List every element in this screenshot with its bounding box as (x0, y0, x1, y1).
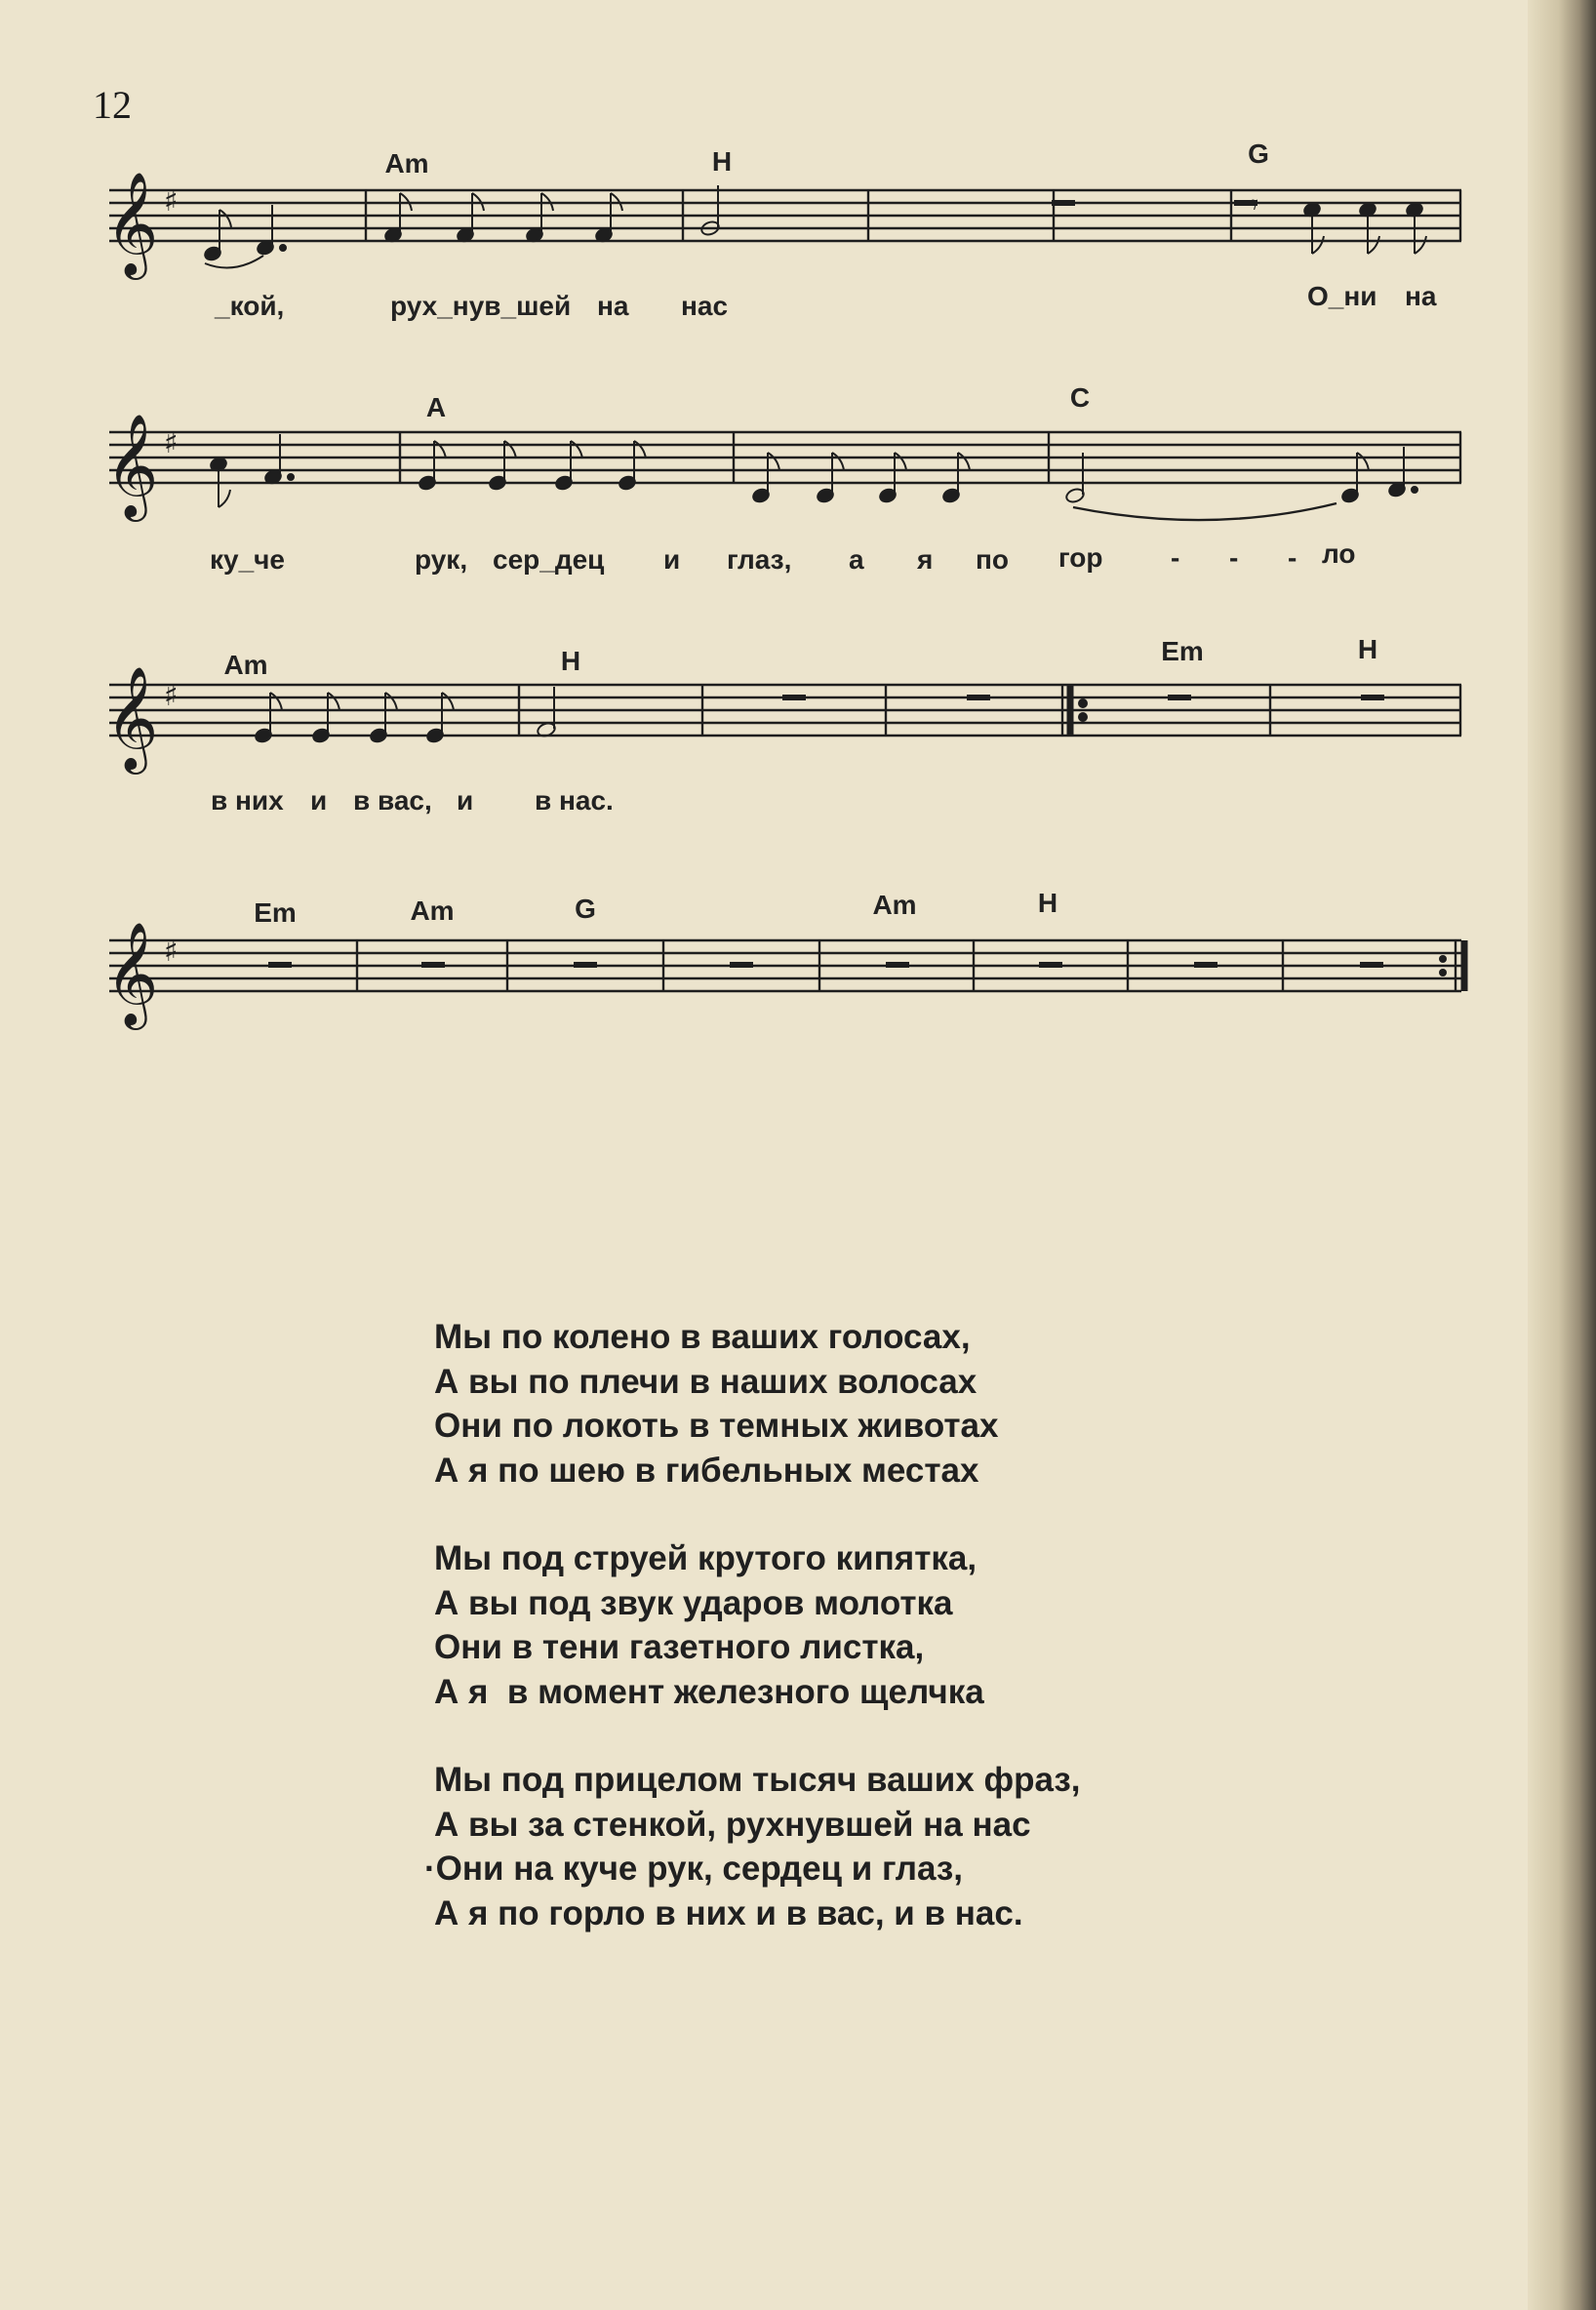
chord-symbol: Em (254, 897, 297, 928)
lyric-syllable: в них (211, 785, 284, 816)
verse-line: А я в момент железного щелчка (434, 1672, 984, 1711)
repeat-dot (1439, 955, 1447, 963)
chord-symbol: H (711, 146, 733, 177)
lyric-syllable: и (663, 544, 681, 575)
lyric-syllable: гор (1058, 542, 1103, 573)
sharp-icon: ♯ (164, 184, 179, 219)
whole-rest (268, 962, 292, 968)
music-system-4 (98, 878, 1463, 1122)
lyric-syllable: по (976, 544, 1010, 575)
chord-symbol: Am (223, 650, 268, 680)
page-edge-shadow (1528, 0, 1596, 2310)
lyric-syllable: - (1171, 542, 1180, 573)
lyric-syllable: рух_нув_шей (390, 291, 572, 321)
chord-symbol: Em (1161, 636, 1204, 666)
chord-symbol: G (1248, 139, 1269, 169)
repeat-dot (1079, 699, 1087, 707)
whole-rest (886, 962, 909, 968)
sharp-icon: ♯ (164, 935, 179, 969)
whole-rest (1052, 200, 1075, 206)
lyric-syllable: я (917, 544, 934, 575)
lyric-syllable: сер_дец (493, 544, 605, 575)
lyric-syllable: нас (681, 291, 729, 321)
stanza-3 (424, 1758, 1081, 1935)
verse-line: А вы за стенкой, рухнувшей на нас (434, 1805, 1031, 1844)
lyric-syllable: на (1405, 281, 1437, 311)
chord-symbol: Am (410, 896, 455, 926)
verses-block (424, 1315, 1081, 1979)
verse-line: Мы под прицелом тысяч ваших фраз, (434, 1761, 1081, 1799)
lyric-syllable: - (1229, 542, 1239, 573)
lyric-syllable: в вас, (353, 785, 432, 816)
music-system-2 (98, 371, 1463, 615)
treble-clef-icon: 𝄞 (105, 921, 159, 1025)
lyric-syllable: и (457, 785, 474, 816)
whole-rest (1360, 962, 1383, 968)
stanza-1 (434, 1315, 1080, 1493)
repeat-dot (1439, 969, 1447, 976)
verse-line: Они в тени газетного листка, (434, 1628, 925, 1666)
verse-line: А я по горло в них и в вас, и в нас. (434, 1893, 1023, 1932)
whole-rest (1361, 695, 1384, 700)
lyric-syllable: ло (1322, 538, 1356, 569)
chord-symbol: H (1357, 634, 1378, 664)
lyric-syllable: и (310, 785, 328, 816)
verse-line: А вы по плечи в наших волосах (434, 1362, 978, 1401)
sharp-icon: ♯ (164, 426, 179, 460)
treble-clef-icon: 𝄞 (105, 171, 159, 275)
music-system-3 (98, 634, 1463, 878)
stanza-2 (434, 1536, 1080, 1714)
chord-symbol: A (425, 392, 447, 422)
lyric-syllable: рук, (415, 544, 468, 575)
whole-rest (1194, 962, 1217, 968)
lyric-syllable: О_ни (1307, 281, 1377, 311)
treble-clef-icon: 𝄞 (105, 413, 159, 517)
staff-2 (98, 371, 1463, 566)
chord-symbol: G (575, 894, 596, 924)
whole-rest (730, 962, 753, 968)
staff-4 (98, 878, 1473, 1073)
whole-rest (1039, 962, 1062, 968)
chord-symbol: Am (872, 890, 917, 920)
whole-rest (967, 695, 990, 700)
treble-clef-icon: 𝄞 (105, 665, 159, 770)
staff-1 (98, 117, 1463, 312)
music-system-1 (98, 117, 1463, 361)
whole-rest (421, 962, 445, 968)
verse-line: Они по локоть в темных животах (434, 1407, 999, 1445)
chord-symbol: Am (384, 148, 429, 179)
verse-line: Мы по колено в ваших голосах, (434, 1318, 971, 1356)
lyric-syllable: а (849, 544, 864, 575)
whole-rest (1168, 695, 1191, 700)
verse-line: ·Они на куче рук, сердец и глаз, (424, 1850, 963, 1888)
verse-line: Мы под струей крутого кипятка, (434, 1539, 978, 1577)
whole-rest (782, 695, 806, 700)
repeat-dot (1079, 713, 1087, 721)
lyric-syllable: в нас. (535, 785, 614, 816)
lyric-syllable: _кой, (215, 291, 285, 321)
page-number: 12 (93, 83, 132, 127)
verse-line: А вы под звук ударов молотка (434, 1583, 953, 1622)
eighth-rest-icon: 𝄾 (1251, 188, 1258, 222)
lyric-syllable: глаз, (727, 544, 792, 575)
staff-3 (98, 634, 1463, 829)
chord-symbol: C (1069, 382, 1091, 413)
chord-symbol: H (1037, 888, 1058, 918)
lyric-syllable: - (1288, 542, 1297, 573)
lyric-syllable: ку_че (210, 544, 285, 575)
chord-symbol: H (560, 646, 581, 676)
verse-line: А я по шею в гибельных местах (434, 1451, 979, 1490)
lyric-syllable: на (597, 291, 629, 321)
sharp-icon: ♯ (164, 679, 179, 713)
whole-rest (574, 962, 597, 968)
